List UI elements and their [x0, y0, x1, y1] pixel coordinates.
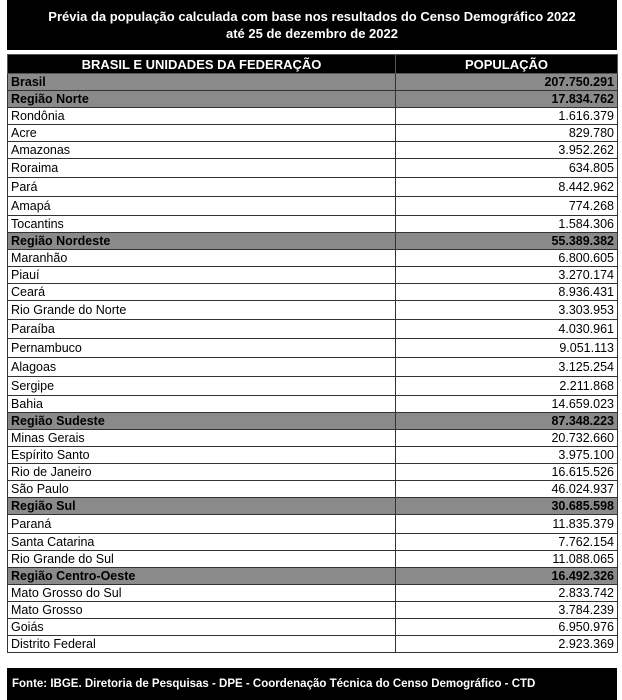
- state-row: [8, 284, 618, 301]
- source-text: Fonte: IBGE. Diretoria de Pesquisas - DPE - Coordenação Técnica do Censo Demográfico - CTD: [12, 678, 536, 690]
- population-value: 6.800.605: [396, 250, 618, 267]
- unit-name: Rio Grande do Sul: [8, 551, 396, 568]
- population-value: 3.975.100: [396, 447, 618, 464]
- population-value: 634.805: [396, 159, 618, 178]
- state-row: [8, 142, 618, 159]
- state-row: [8, 585, 618, 602]
- population-value: 3.784.239: [396, 602, 618, 619]
- unit-name: Bahia: [8, 396, 396, 413]
- population-value: 55.389.382: [396, 233, 618, 250]
- unit-name: Mato Grosso do Sul: [8, 585, 396, 602]
- header-row: [8, 55, 618, 74]
- population-value: 30.685.598: [396, 498, 618, 515]
- population-table: [7, 54, 618, 653]
- unit-name: Piauí: [8, 267, 396, 284]
- population-value: 11.088.065: [396, 551, 618, 568]
- population-value: 9.051.113: [396, 339, 618, 358]
- population-value: 8.936.431: [396, 284, 618, 301]
- unit-name: Mato Grosso: [8, 602, 396, 619]
- population-value: 7.762.154: [396, 534, 618, 551]
- state-row: [8, 551, 618, 568]
- unit-name: Paraná: [8, 515, 396, 534]
- state-row: [8, 108, 618, 125]
- state-row: [8, 636, 618, 653]
- population-value: 14.659.023: [396, 396, 618, 413]
- unit-name: Amazonas: [8, 142, 396, 159]
- unit-name: Acre: [8, 125, 396, 142]
- population-value: 17.834.762: [396, 91, 618, 108]
- state-row: [8, 159, 618, 178]
- population-value: 3.125.254: [396, 358, 618, 377]
- unit-name: Amapá: [8, 197, 396, 216]
- state-row: [8, 358, 618, 377]
- source-footer: [7, 668, 617, 700]
- unit-name: Rondônia: [8, 108, 396, 125]
- unit-name: Ceará: [8, 284, 396, 301]
- unit-name: Minas Gerais: [8, 430, 396, 447]
- unit-name: Brasil: [8, 74, 396, 91]
- state-row: [8, 430, 618, 447]
- population-value: 1.616.379: [396, 108, 618, 125]
- unit-name: Espírito Santo: [8, 447, 396, 464]
- state-row: [8, 250, 618, 267]
- population-value: 829.780: [396, 125, 618, 142]
- population-value: 774.268: [396, 197, 618, 216]
- unit-name: Pernambuco: [8, 339, 396, 358]
- unit-name: São Paulo: [8, 481, 396, 498]
- population-value: 8.442.962: [396, 178, 618, 197]
- total-row: [8, 74, 618, 91]
- state-row: [8, 125, 618, 142]
- unit-name: Tocantins: [8, 216, 396, 233]
- population-value: 2.923.369: [396, 636, 618, 653]
- population-value: 11.835.379: [396, 515, 618, 534]
- population-value: 207.750.291: [396, 74, 618, 91]
- population-value: 3.952.262: [396, 142, 618, 159]
- region-row: [8, 233, 618, 250]
- state-row: [8, 447, 618, 464]
- population-value: 16.615.526: [396, 464, 618, 481]
- population-value: 1.584.306: [396, 216, 618, 233]
- population-value: 20.732.660: [396, 430, 618, 447]
- unit-name: Pará: [8, 178, 396, 197]
- state-row: [8, 320, 618, 339]
- population-value: 3.303.953: [396, 301, 618, 320]
- unit-name: Goiás: [8, 619, 396, 636]
- header-unit: BRASIL E UNIDADES DA FEDERAÇÃO: [8, 55, 396, 74]
- state-row: [8, 267, 618, 284]
- region-row: [8, 568, 618, 585]
- unit-name: Rio de Janeiro: [8, 464, 396, 481]
- population-value: 4.030.961: [396, 320, 618, 339]
- region-row: [8, 498, 618, 515]
- unit-name: Maranhão: [8, 250, 396, 267]
- state-row: [8, 339, 618, 358]
- table-title: [7, 0, 617, 50]
- population-value: 2.833.742: [396, 585, 618, 602]
- state-row: [8, 464, 618, 481]
- title-line-1: Prévia da população calculada com base nos resultados do Censo Demográfico 2022: [48, 9, 576, 24]
- table-body: [8, 74, 618, 653]
- population-value: 46.024.937: [396, 481, 618, 498]
- unit-name: Região Centro-Oeste: [8, 568, 396, 585]
- unit-name: Rio Grande do Norte: [8, 301, 396, 320]
- region-row: [8, 413, 618, 430]
- state-row: [8, 481, 618, 498]
- population-value: 87.348.223: [396, 413, 618, 430]
- header-population: POPULAÇÃO: [396, 55, 618, 74]
- state-row: [8, 301, 618, 320]
- state-row: [8, 396, 618, 413]
- title-line-2: até 25 de dezembro de 2022: [226, 26, 398, 41]
- state-row: [8, 619, 618, 636]
- unit-name: Distrito Federal: [8, 636, 396, 653]
- population-value: 2.211.868: [396, 377, 618, 396]
- population-value: 16.492.326: [396, 568, 618, 585]
- state-row: [8, 216, 618, 233]
- state-row: [8, 515, 618, 534]
- unit-name: Roraima: [8, 159, 396, 178]
- unit-name: Região Sul: [8, 498, 396, 515]
- state-row: [8, 602, 618, 619]
- unit-name: Alagoas: [8, 358, 396, 377]
- state-row: [8, 534, 618, 551]
- state-row: [8, 377, 618, 396]
- unit-name: Região Sudeste: [8, 413, 396, 430]
- unit-name: Região Nordeste: [8, 233, 396, 250]
- state-row: [8, 178, 618, 197]
- population-value: 6.950.976: [396, 619, 618, 636]
- unit-name: Santa Catarina: [8, 534, 396, 551]
- population-value: 3.270.174: [396, 267, 618, 284]
- state-row: [8, 197, 618, 216]
- unit-name: Sergipe: [8, 377, 396, 396]
- region-row: [8, 91, 618, 108]
- unit-name: Região Norte: [8, 91, 396, 108]
- unit-name: Paraíba: [8, 320, 396, 339]
